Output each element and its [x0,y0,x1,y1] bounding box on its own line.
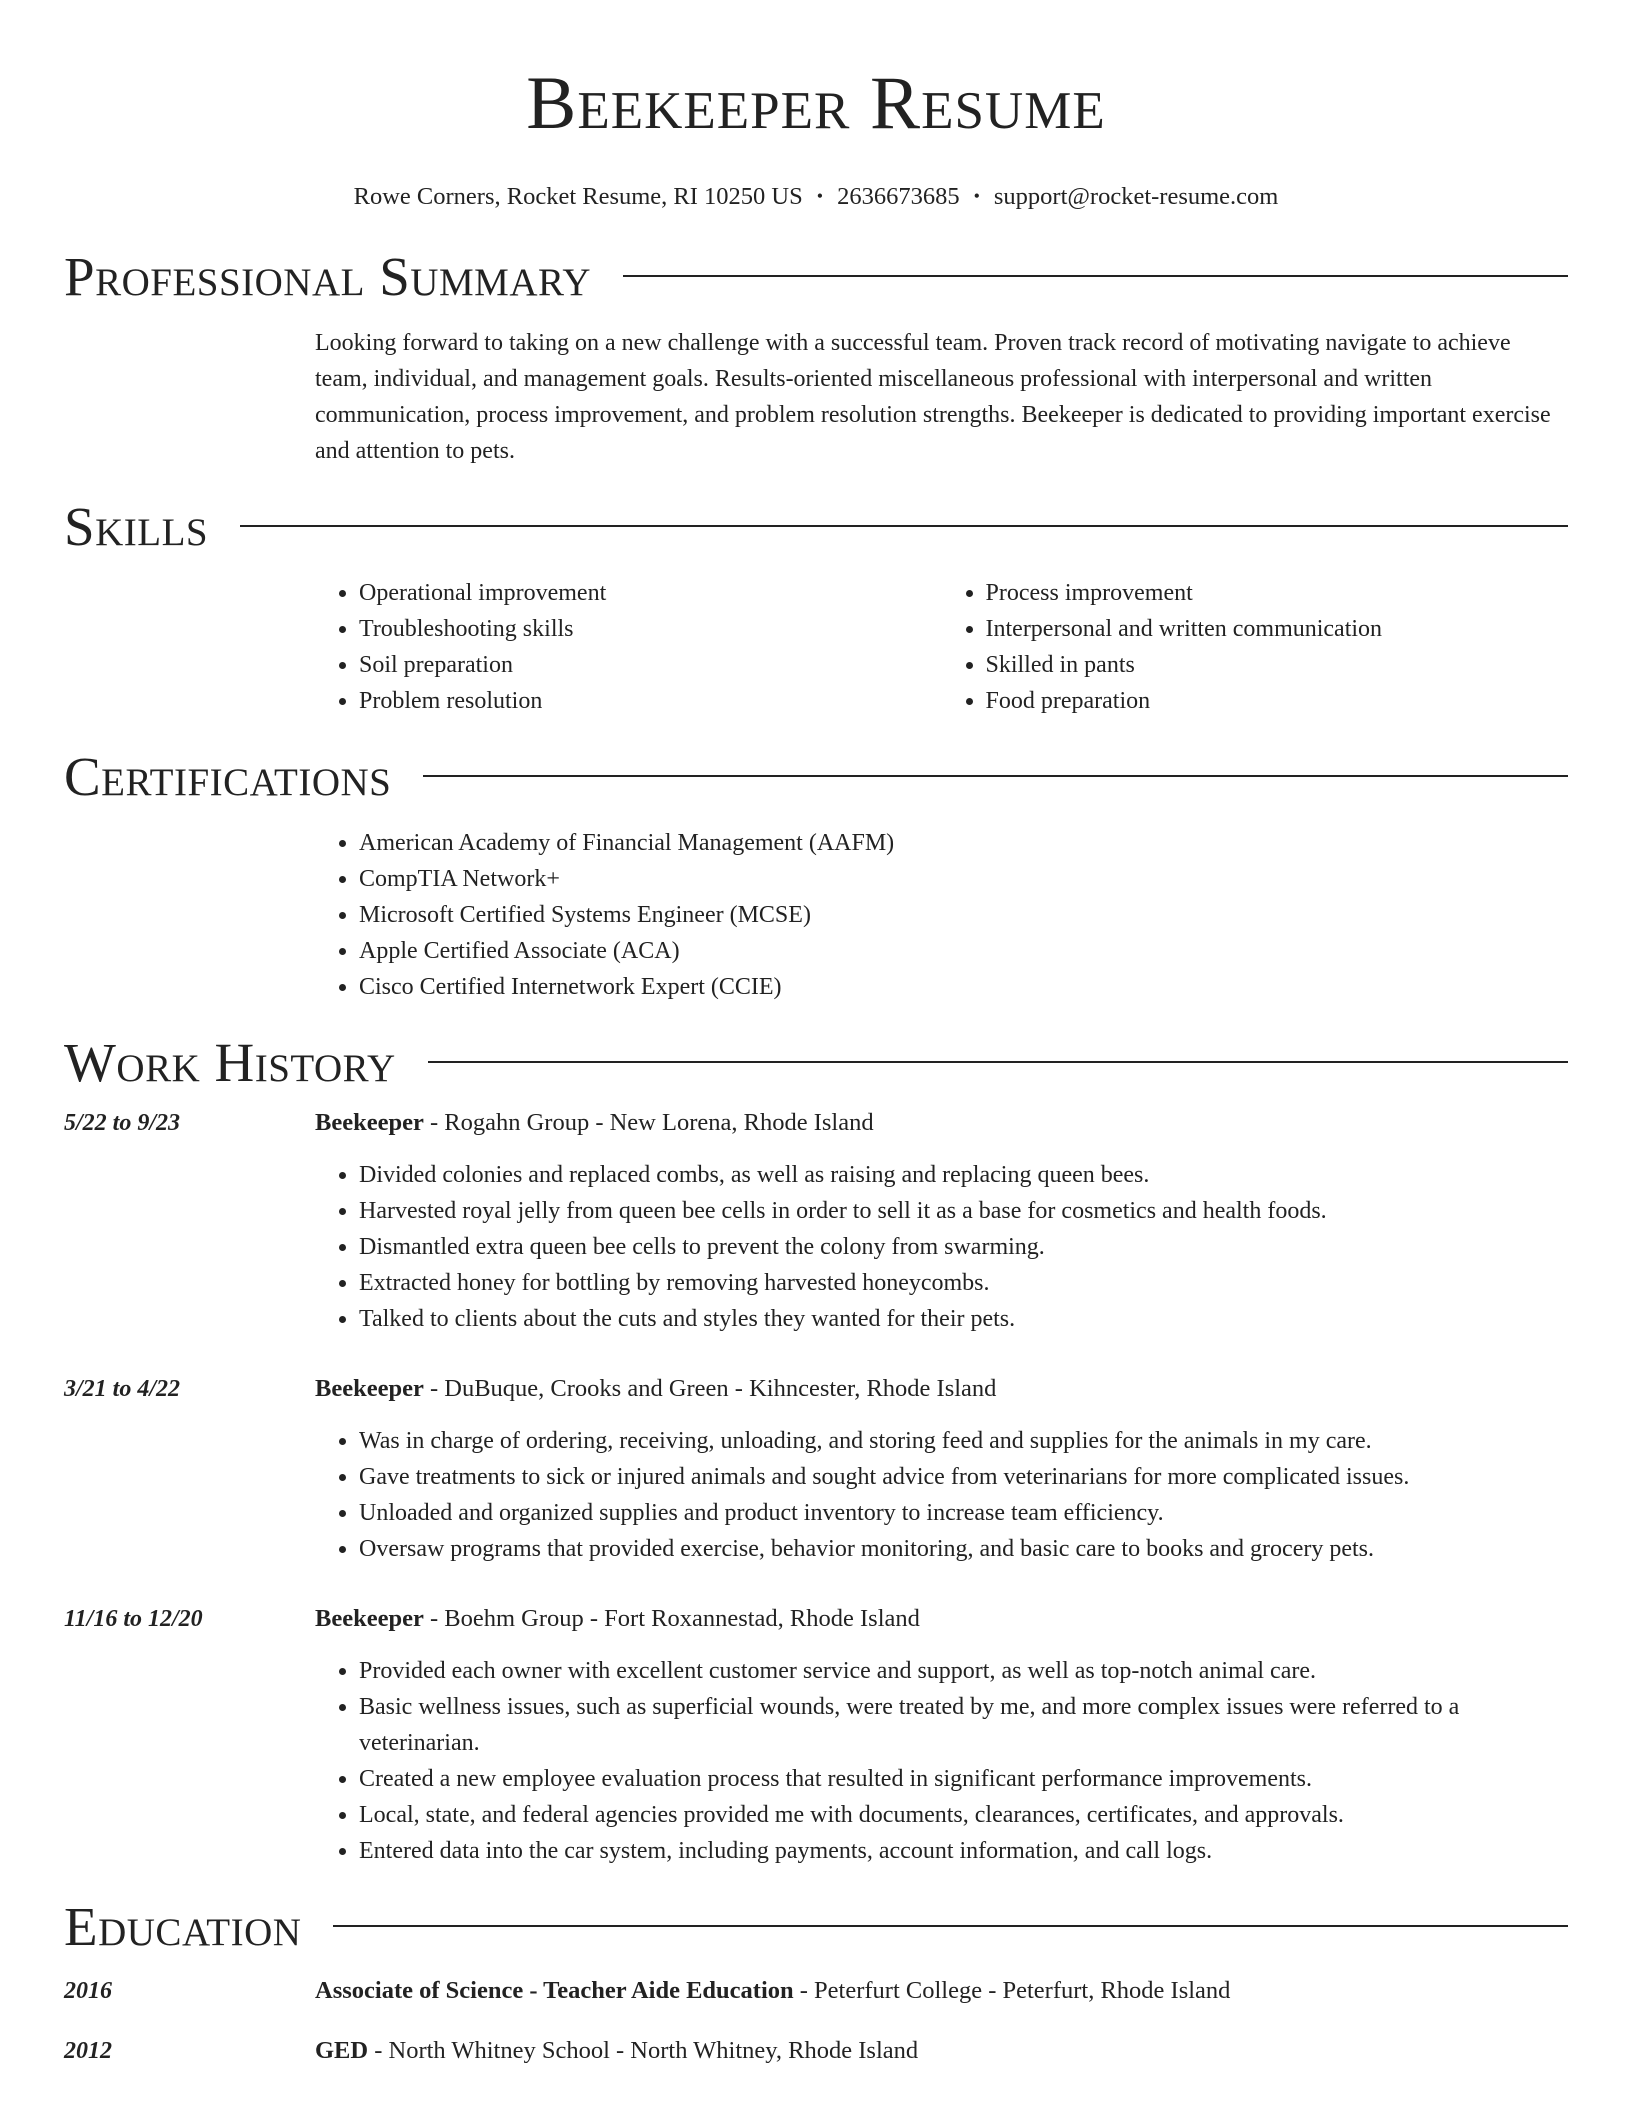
education-line [315,2033,1568,2069]
school-details: - North Whitney School - North Whitney, Rhode Island [368,2037,919,2064]
section-divider [333,1925,1568,1927]
work-entry [64,1601,1568,1869]
education-heading: Education [64,1896,302,1957]
work-title-line [315,1371,1568,1407]
work-entry [64,1371,1568,1567]
contact-address: Rowe Corners, Rocket Resume, RI 10250 US [353,183,803,210]
job-bullets [315,1423,1568,1567]
education-body [64,1973,1568,2069]
work-entry-main [315,1371,1568,1567]
contact-separator: • [816,186,824,206]
certification-item: • Apple Certified Associate (ACA) [359,933,1568,969]
certification-item: • American Academy of Financial Management (AAFM) [359,825,1568,861]
skill-item: • Food preparation [986,683,1569,719]
summary-text: Looking forward to taking on a new challenge with a successful team. Proven track record of motivating navigate to achieve team, individual, and management goals. Results-oriented miscellaneous professional with interpersonal and written communication, process improvement, and problem resolution strengths. Beekeeper is dedicated to providing important exercise and attention to pets. [315,330,1551,464]
degree-name: GED [315,2037,369,2064]
skill-item: • Process improvement [986,575,1569,611]
skill-item: • Operational improvement [359,575,942,611]
education-year: 2016 [64,1978,112,2004]
contact-email: support@rocket-resume.com [993,183,1279,210]
job-bullet: • Local, state, and federal agencies provided me with documents, clearances, certificates, and approvals. [359,1797,1568,1833]
summary-body [315,325,1568,469]
work-entry-main [315,1601,1568,1869]
skill-item: • Skilled in pants [986,647,1569,683]
work-title-line [315,1105,1568,1141]
section-divider [428,1061,1568,1063]
skills-heading: Skills [64,496,209,557]
certifications-section [64,746,1568,1005]
education-line [315,1973,1568,2009]
section-header [64,1032,1568,1093]
contact-phone: 2636673685 [837,183,960,210]
section-divider [423,775,1568,777]
job-role: Beekeeper [315,1605,424,1632]
certification-item: • CompTIA Network+ [359,861,1568,897]
job-bullet: • Extracted honey for bottling by removing harvested honeycombs. [359,1265,1568,1301]
job-bullet: • Oversaw programs that provided exercise, behavior monitoring, and basic care to books and grocery pets. [359,1531,1568,1567]
education-entry [64,1973,1568,2009]
job-role: Beekeeper [315,1375,424,1402]
skill-item: • Interpersonal and written communication [986,611,1569,647]
resume-title: Beekeeper Resume [526,62,1106,145]
job-bullet: • Gave treatments to sick or injured animals and sought advice from veterinarians for more complicated issues. [359,1459,1568,1495]
skills-body [315,575,1568,719]
section-header [64,746,1568,807]
certifications-heading: Certifications [64,746,392,807]
contact-line [64,182,1568,213]
section-divider [623,275,1568,277]
job-bullet: • Unloaded and organized supplies and product inventory to increase team efficiency. [359,1495,1568,1531]
job-bullet: • Entered data into the car system, including payments, account information, and call logs. [359,1833,1568,1869]
work-dates: 5/22 to 9/23 [64,1110,181,1136]
education-year: 2012 [64,2038,112,2064]
job-bullet: • Provided each owner with excellent customer service and support, as well as top-notch animal care. [359,1653,1568,1689]
summary-heading: Professional Summary [64,246,592,307]
certification-item: • Cisco Certified Internetwork Expert (CCIE) [359,969,1568,1005]
certifications-body [315,825,1568,1005]
section-header [64,1896,1568,1957]
skills-list-right [942,575,1569,719]
degree-name: Associate of Science - Teacher Aide Education [315,1977,794,2004]
job-details: - DuBuque, Crooks and Green - Kihncester, Rhode Island [423,1375,997,1402]
school-details: - Peterfurt College - Peterfurt, Rhode Island [793,1977,1231,2004]
certification-item: • Microsoft Certified Systems Engineer (MCSE) [359,897,1568,933]
job-bullets [315,1653,1568,1869]
education-entry [64,2033,1568,2069]
section-header [64,496,1568,557]
work-dates: 3/21 to 4/22 [64,1376,181,1402]
work-dates: 11/16 to 12/20 [64,1606,203,1632]
skill-item: • Soil preparation [359,647,942,683]
skills-list-left [315,575,942,719]
job-bullet: • Dismantled extra queen bee cells to prevent the colony from swarming. [359,1229,1568,1265]
work-entry-main [315,1105,1568,1337]
summary-section [64,246,1568,469]
job-bullet: • Divided colonies and replaced combs, as well as raising and replacing queen bees. [359,1157,1568,1193]
job-bullet: • Created a new employee evaluation process that resulted in significant performance improvements. [359,1761,1568,1797]
job-role: Beekeeper [315,1109,424,1136]
skill-item: • Troubleshooting skills [359,611,942,647]
section-divider [240,525,1568,527]
work-history-section [64,1032,1568,1869]
certifications-list [315,825,1568,1005]
job-details: - Boehm Group - Fort Roxannestad, Rhode Island [423,1605,920,1632]
section-header [64,246,1568,307]
job-details: - Rogahn Group - New Lorena, Rhode Island [423,1109,874,1136]
work-history-body [64,1105,1568,1869]
skills-section [64,496,1568,719]
job-bullet: • Talked to clients about the cuts and styles they wanted for their pets. [359,1301,1568,1337]
work-history-heading: Work History [64,1032,396,1093]
contact-separator: • [973,186,980,206]
work-entry [64,1105,1568,1337]
job-bullet: • Basic wellness issues, such as superficial wounds, were treated by me, and more complex issues were referred to a veterinarian. [359,1689,1568,1761]
job-bullets [315,1157,1568,1337]
job-bullet: • Harvested royal jelly from queen bee cells in order to sell it as a base for cosmetics and health foods. [359,1193,1568,1229]
job-bullet: • Was in charge of ordering, receiving, unloading, and storing feed and supplies for the animals in my care. [359,1423,1568,1459]
education-section [64,1896,1568,2069]
work-title-line [315,1601,1568,1637]
skill-item: • Problem resolution [359,683,942,719]
